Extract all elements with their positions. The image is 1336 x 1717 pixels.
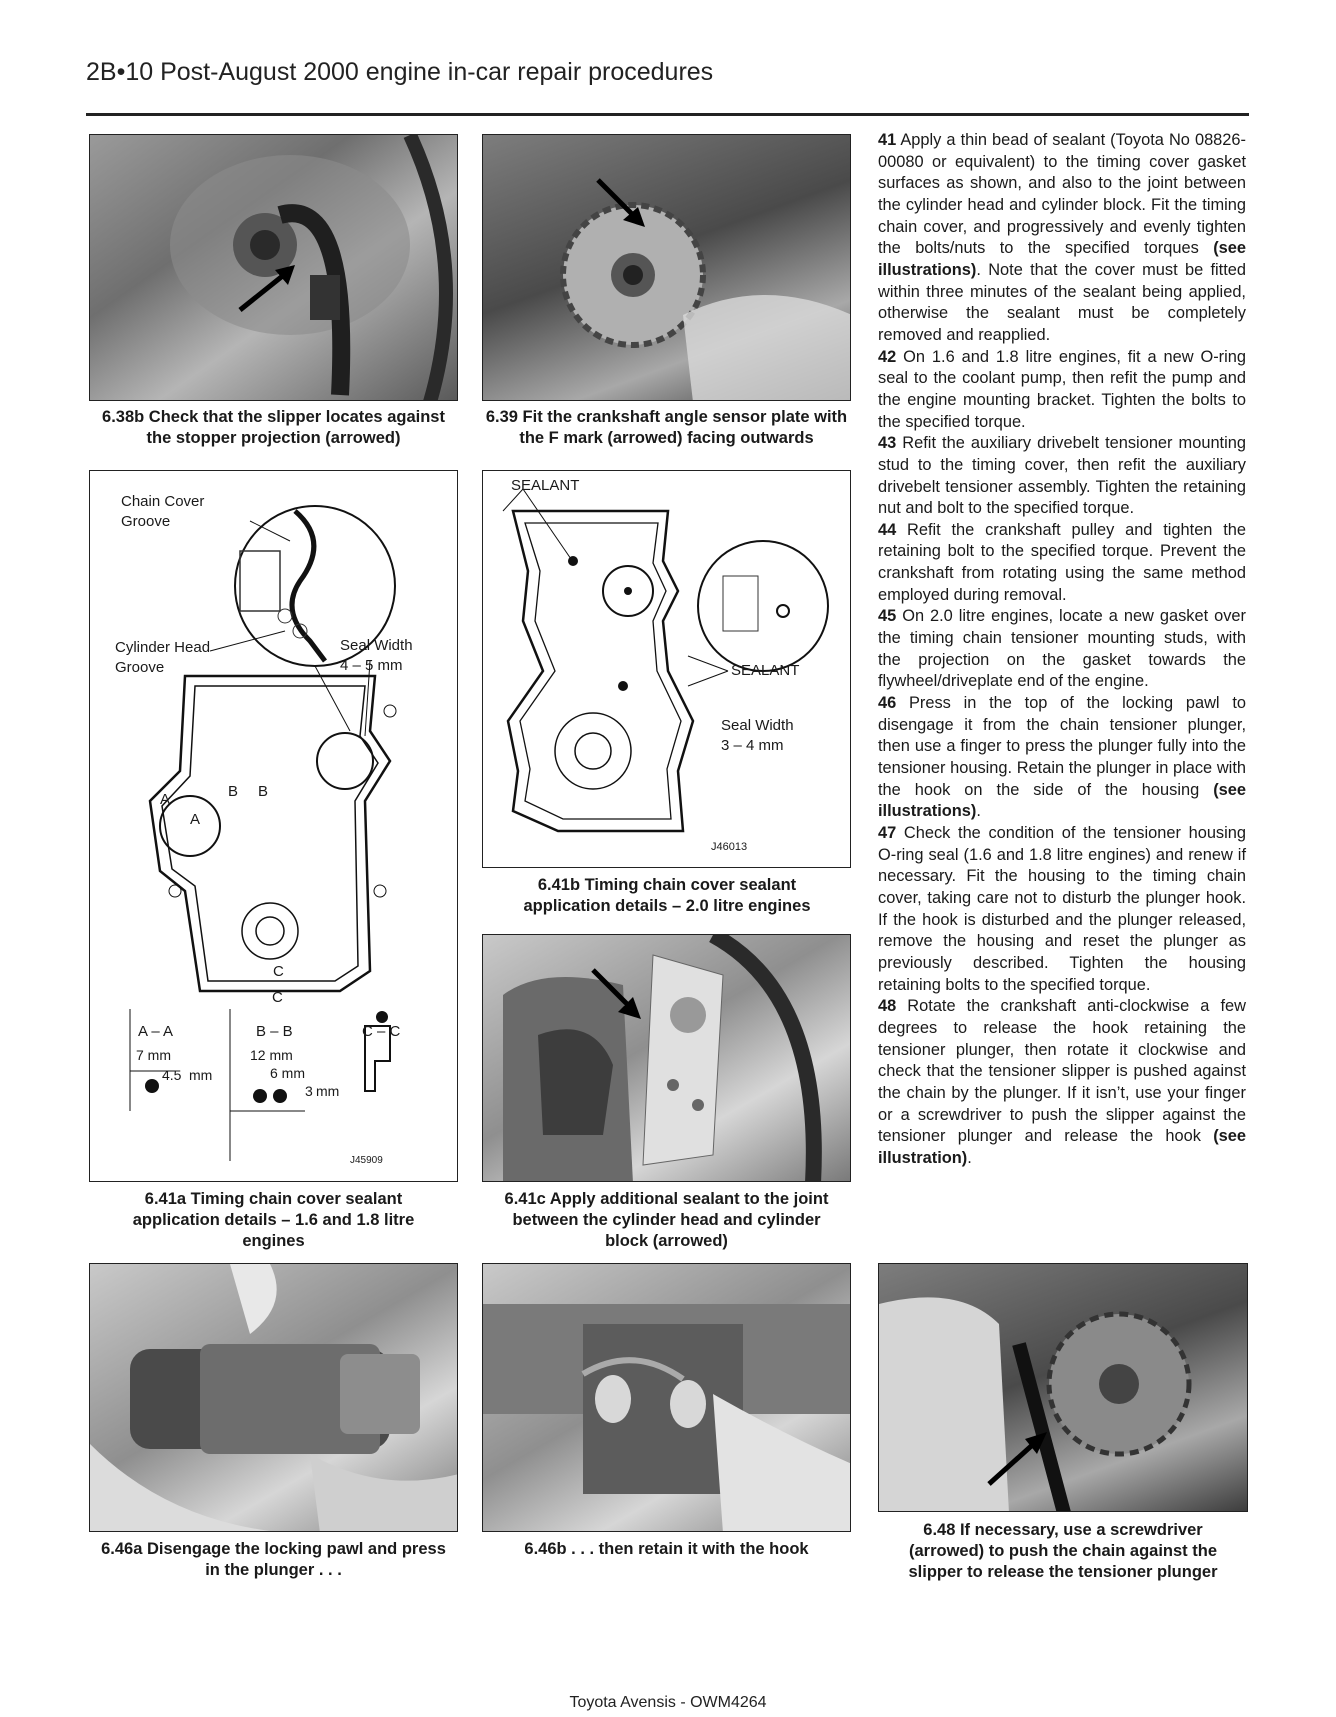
diagram-6-41b <box>482 470 851 868</box>
photo-6-46b-art <box>483 1264 851 1532</box>
label-a1: A <box>160 791 171 808</box>
label-section-bb: B – B <box>256 1023 293 1040</box>
label-seal-mm: 4 – 5 mm <box>340 657 403 674</box>
caption-6-38b: 6.38b Check that the slipper locates against the stopper projection (arrowed) <box>102 408 445 447</box>
paragraph-48: 48 Rotate the crankshaft anti-clockwise a few degrees to release the hook retaining the tensioner plunger, then rotate it clockwise and check that the tensioner slipper is pushed against the chain by the plunger. If it isn’t, use your finger or a screwdriver to push the slipper against the tensioner plunger and release the hook (see illustration). <box>878 997 1246 1167</box>
photo-6-38b-art <box>90 135 458 401</box>
label-45: 4.5 <box>162 1067 182 1083</box>
label-groove-1: Groove <box>121 513 171 530</box>
paragraph-43: 43 Refit the auxiliary drivebelt tensioner mounting stud to the timing cover, then refit the auxiliary drivebelt tensioner assembly. Tighten the retaining nut and bolt to the specified torque. <box>878 434 1246 518</box>
caption-6-41b: 6.41b Timing chain cover sealant application details – 2.0 litre engines <box>523 876 811 915</box>
label-seal-width: Seal Width <box>721 717 794 734</box>
label-seal-width: Seal Width <box>340 637 413 654</box>
paragraph-42: 42 On 1.6 and 1.8 litre engines, fit a new O-ring seal to the coolant pump, then refit the pump and the engine mounting bracket. Tighten the bolts to the specified torque. <box>878 347 1246 431</box>
page-footer: Toyota Avensis - OWM4264 <box>569 1694 767 1711</box>
photo-6-46b <box>482 1263 851 1532</box>
photo-6-39 <box>482 134 851 401</box>
caption-6-41c: 6.41c Apply additional sealant to the joint between the cylinder head and cylinder block (arrowed) <box>504 1190 829 1250</box>
label-b2: B <box>258 783 269 800</box>
body-text-column <box>878 130 1246 1170</box>
caption-6-48: 6.48 If necessary, use a screwdriver (arrowed) to push the chain against the slipper to release the tensioner plunger <box>908 1521 1218 1581</box>
label-45-unit: mm <box>189 1067 213 1083</box>
label-c1: C <box>273 963 284 980</box>
label-seal-mm: 3 – 4 mm <box>721 737 784 754</box>
label-b1: B <box>228 783 239 800</box>
label-3: 3 <box>305 1083 313 1099</box>
label-sealant-top: SEALANT <box>511 477 580 494</box>
caption-6-46b: 6.46b . . . then retain it with the hook <box>524 1540 809 1558</box>
label-section-cc: C – C <box>362 1023 401 1040</box>
caption-6-46a: 6.46a Disengage the locking pawl and press in the plunger . . . <box>101 1540 446 1579</box>
photo-6-48 <box>878 1263 1248 1512</box>
label-section-aa: A – A <box>138 1023 174 1040</box>
photo-6-46a-art <box>90 1264 458 1532</box>
photo-6-41c-art <box>483 935 851 1182</box>
caption-6-39: 6.39 Fit the crankshaft angle sensor plate with the F mark (arrowed) facing outwards <box>485 408 848 447</box>
paragraph-47: 47 Check the condition of the tensioner housing O-ring seal (1.6 and 1.8 litre engines) and renew if necessary. Fit the housing to the timing chain cover, taking care not to disturb the plunger hook. If the hook is disturbed and the plunger released, remove the housing and reset the plunger as previously described. Tighten the housing retaining bolts to the specified torque. <box>878 824 1246 994</box>
paragraph-45: 45 On 2.0 litre engines, locate a new gasket over the timing chain tensioner mounting studs, with the projection on the gasket towards the flywheel/driveplate end of the engine. <box>878 607 1246 691</box>
photo-6-39-art <box>483 135 851 401</box>
photo-6-38b <box>89 134 458 401</box>
label-6mm: 6 mm <box>270 1065 305 1081</box>
photo-6-48-art <box>879 1264 1248 1512</box>
label-cylinder-head: Cylinder Head <box>115 639 211 656</box>
label-12mm: 12 mm <box>250 1047 293 1063</box>
paragraph-44: 44 Refit the crankshaft pulley and tighten the retaining bolt to the specified torque. Prevent the crankshaft from rotating using the same method employed during removal. <box>878 520 1246 604</box>
paragraph-41: 41 Apply a thin bead of sealant (Toyota No 08826-00080 or equivalent) to the timing cover gasket surfaces as shown, and also to the joint between the cylinder head and cylinder block. Fit the timing chain cover, and progressively and evenly tighten the bolts/nuts to the specified torques (see illustrations). Note that the cover must be fitted within three minutes of the sealant being applied, otherwise the sealant must be completely removed and reapplied. <box>878 131 1246 344</box>
label-code: J46013 <box>711 841 748 853</box>
diagram-6-41a <box>89 470 458 1182</box>
page-header: 2B•10 Post-August 2000 engine in-car repair procedures <box>86 58 714 86</box>
label-a2: A <box>190 811 201 828</box>
header-rule <box>86 113 1249 116</box>
label-chain-cover: Chain Cover <box>121 493 205 510</box>
paragraph-46: 46 Press in the top of the locking pawl to disengage it from the chain tensioner plunger, then use a finger to press the plunger fully into the tensioner housing. Retain the plunger in place with the hook on the side of the housing (see illustrations). <box>878 694 1246 821</box>
label-code: J45909 <box>350 1155 383 1166</box>
photo-6-41c <box>482 934 851 1182</box>
label-groove-2: Groove <box>115 659 165 676</box>
label-3-unit: mm <box>316 1083 340 1099</box>
caption-6-41a: 6.41a Timing chain cover sealant application details – 1.6 and 1.8 litre engines <box>132 1190 415 1250</box>
label-c2: C <box>272 989 283 1006</box>
label-7mm: 7 mm <box>136 1047 171 1063</box>
label-sealant-right: SEALANT <box>731 662 800 679</box>
photo-6-46a <box>89 1263 458 1532</box>
